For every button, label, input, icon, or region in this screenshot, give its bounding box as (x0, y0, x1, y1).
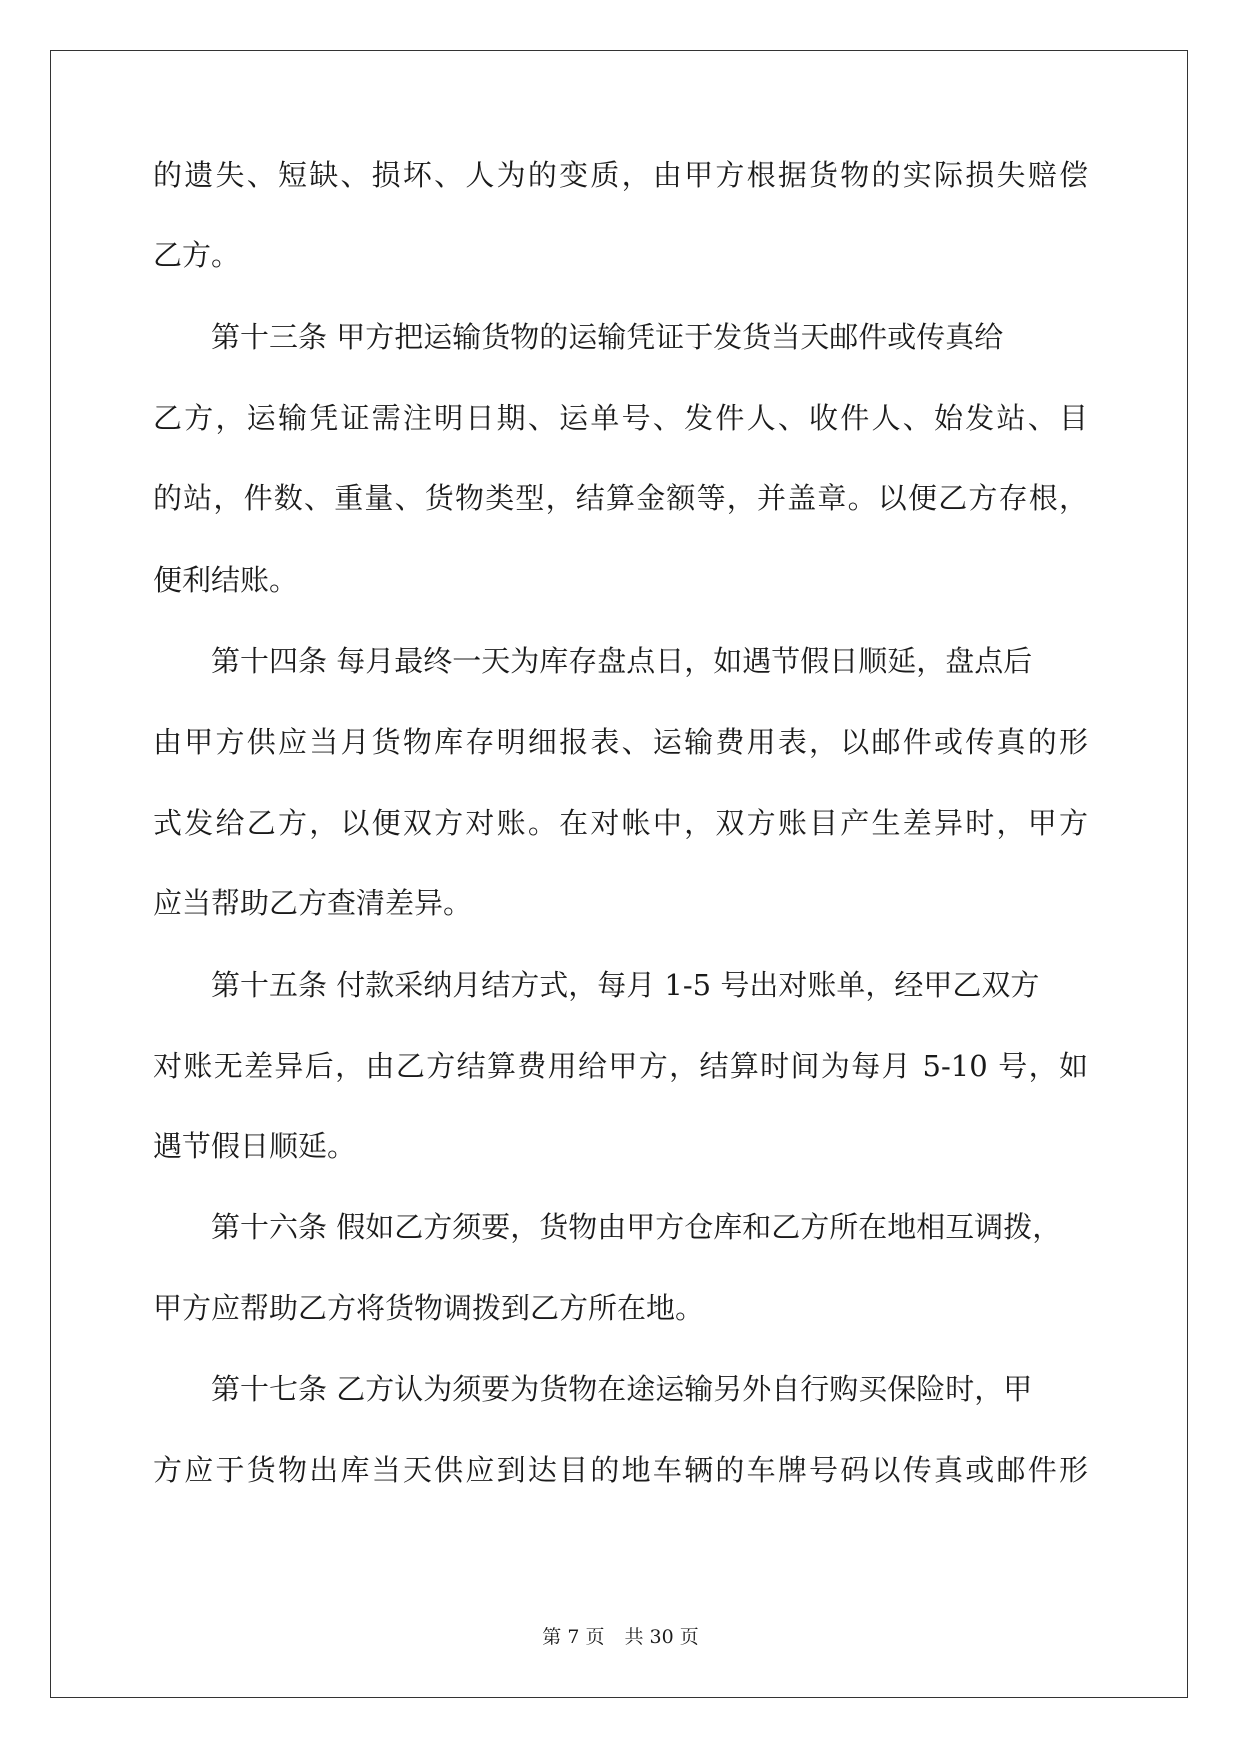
article-13-heading-line: 第十三条 甲方把运输货物的运输凭证于发货当天邮件或传真给 (211, 320, 1004, 354)
article-15-heading-line: 第十五条 付款采纳月结方式，每月 1-5 号出对账单，经甲乙双方 (211, 968, 1040, 1002)
text-line: 的站，件数、重量、货物类型，结算金额等，并盖章。以便乙方存根， (153, 481, 1088, 515)
text-line: 乙方，运输凭证需注明日期、运单号、发件人、收件人、始发站、目 (153, 401, 1088, 435)
text-line: 遇节假日顺延。 (153, 1129, 357, 1163)
text-line: 对账无差异后，由乙方结算费用给甲方，结算时间为每月 5-10 号，如 (153, 1049, 1088, 1083)
text-line: 由甲方供应当月货物库存明细报表、运输费用表，以邮件或传真的形 (153, 725, 1088, 759)
page-footer (0, 1625, 1241, 1649)
article-17-heading-line: 第十七条 乙方认为须要为货物在途运输另外自行购买保险时，甲 (211, 1372, 1033, 1406)
page-total: 共 30 页 (624, 1626, 699, 1648)
article-14-heading-line: 第十四条 每月最终一天为库存盘点日，如遇节假日顺延，盘点后 (211, 644, 1033, 678)
text-line: 便利结账。 (153, 563, 299, 597)
article-16-heading-line: 第十六条 假如乙方须要，货物由甲方仓库和乙方所在地相互调拨， (211, 1210, 1062, 1244)
page-number: 第 7 页 (542, 1626, 605, 1648)
text-line: 方应于货物出库当天供应到达目的地车辆的车牌号码以传真或邮件形 (153, 1453, 1088, 1487)
text-line: 乙方。 (153, 238, 241, 272)
text-line: 的遗失、短缺、损坏、人为的变质，由甲方根据货物的实际损失赔偿 (153, 158, 1088, 192)
text-line: 甲方应帮助乙方将货物调拨到乙方所在地。 (153, 1291, 705, 1325)
text-line: 式发给乙方，以便双方对账。在对帐中，双方账目产生差异时，甲方 (153, 806, 1088, 840)
text-line: 应当帮助乙方查清差异。 (153, 886, 473, 920)
